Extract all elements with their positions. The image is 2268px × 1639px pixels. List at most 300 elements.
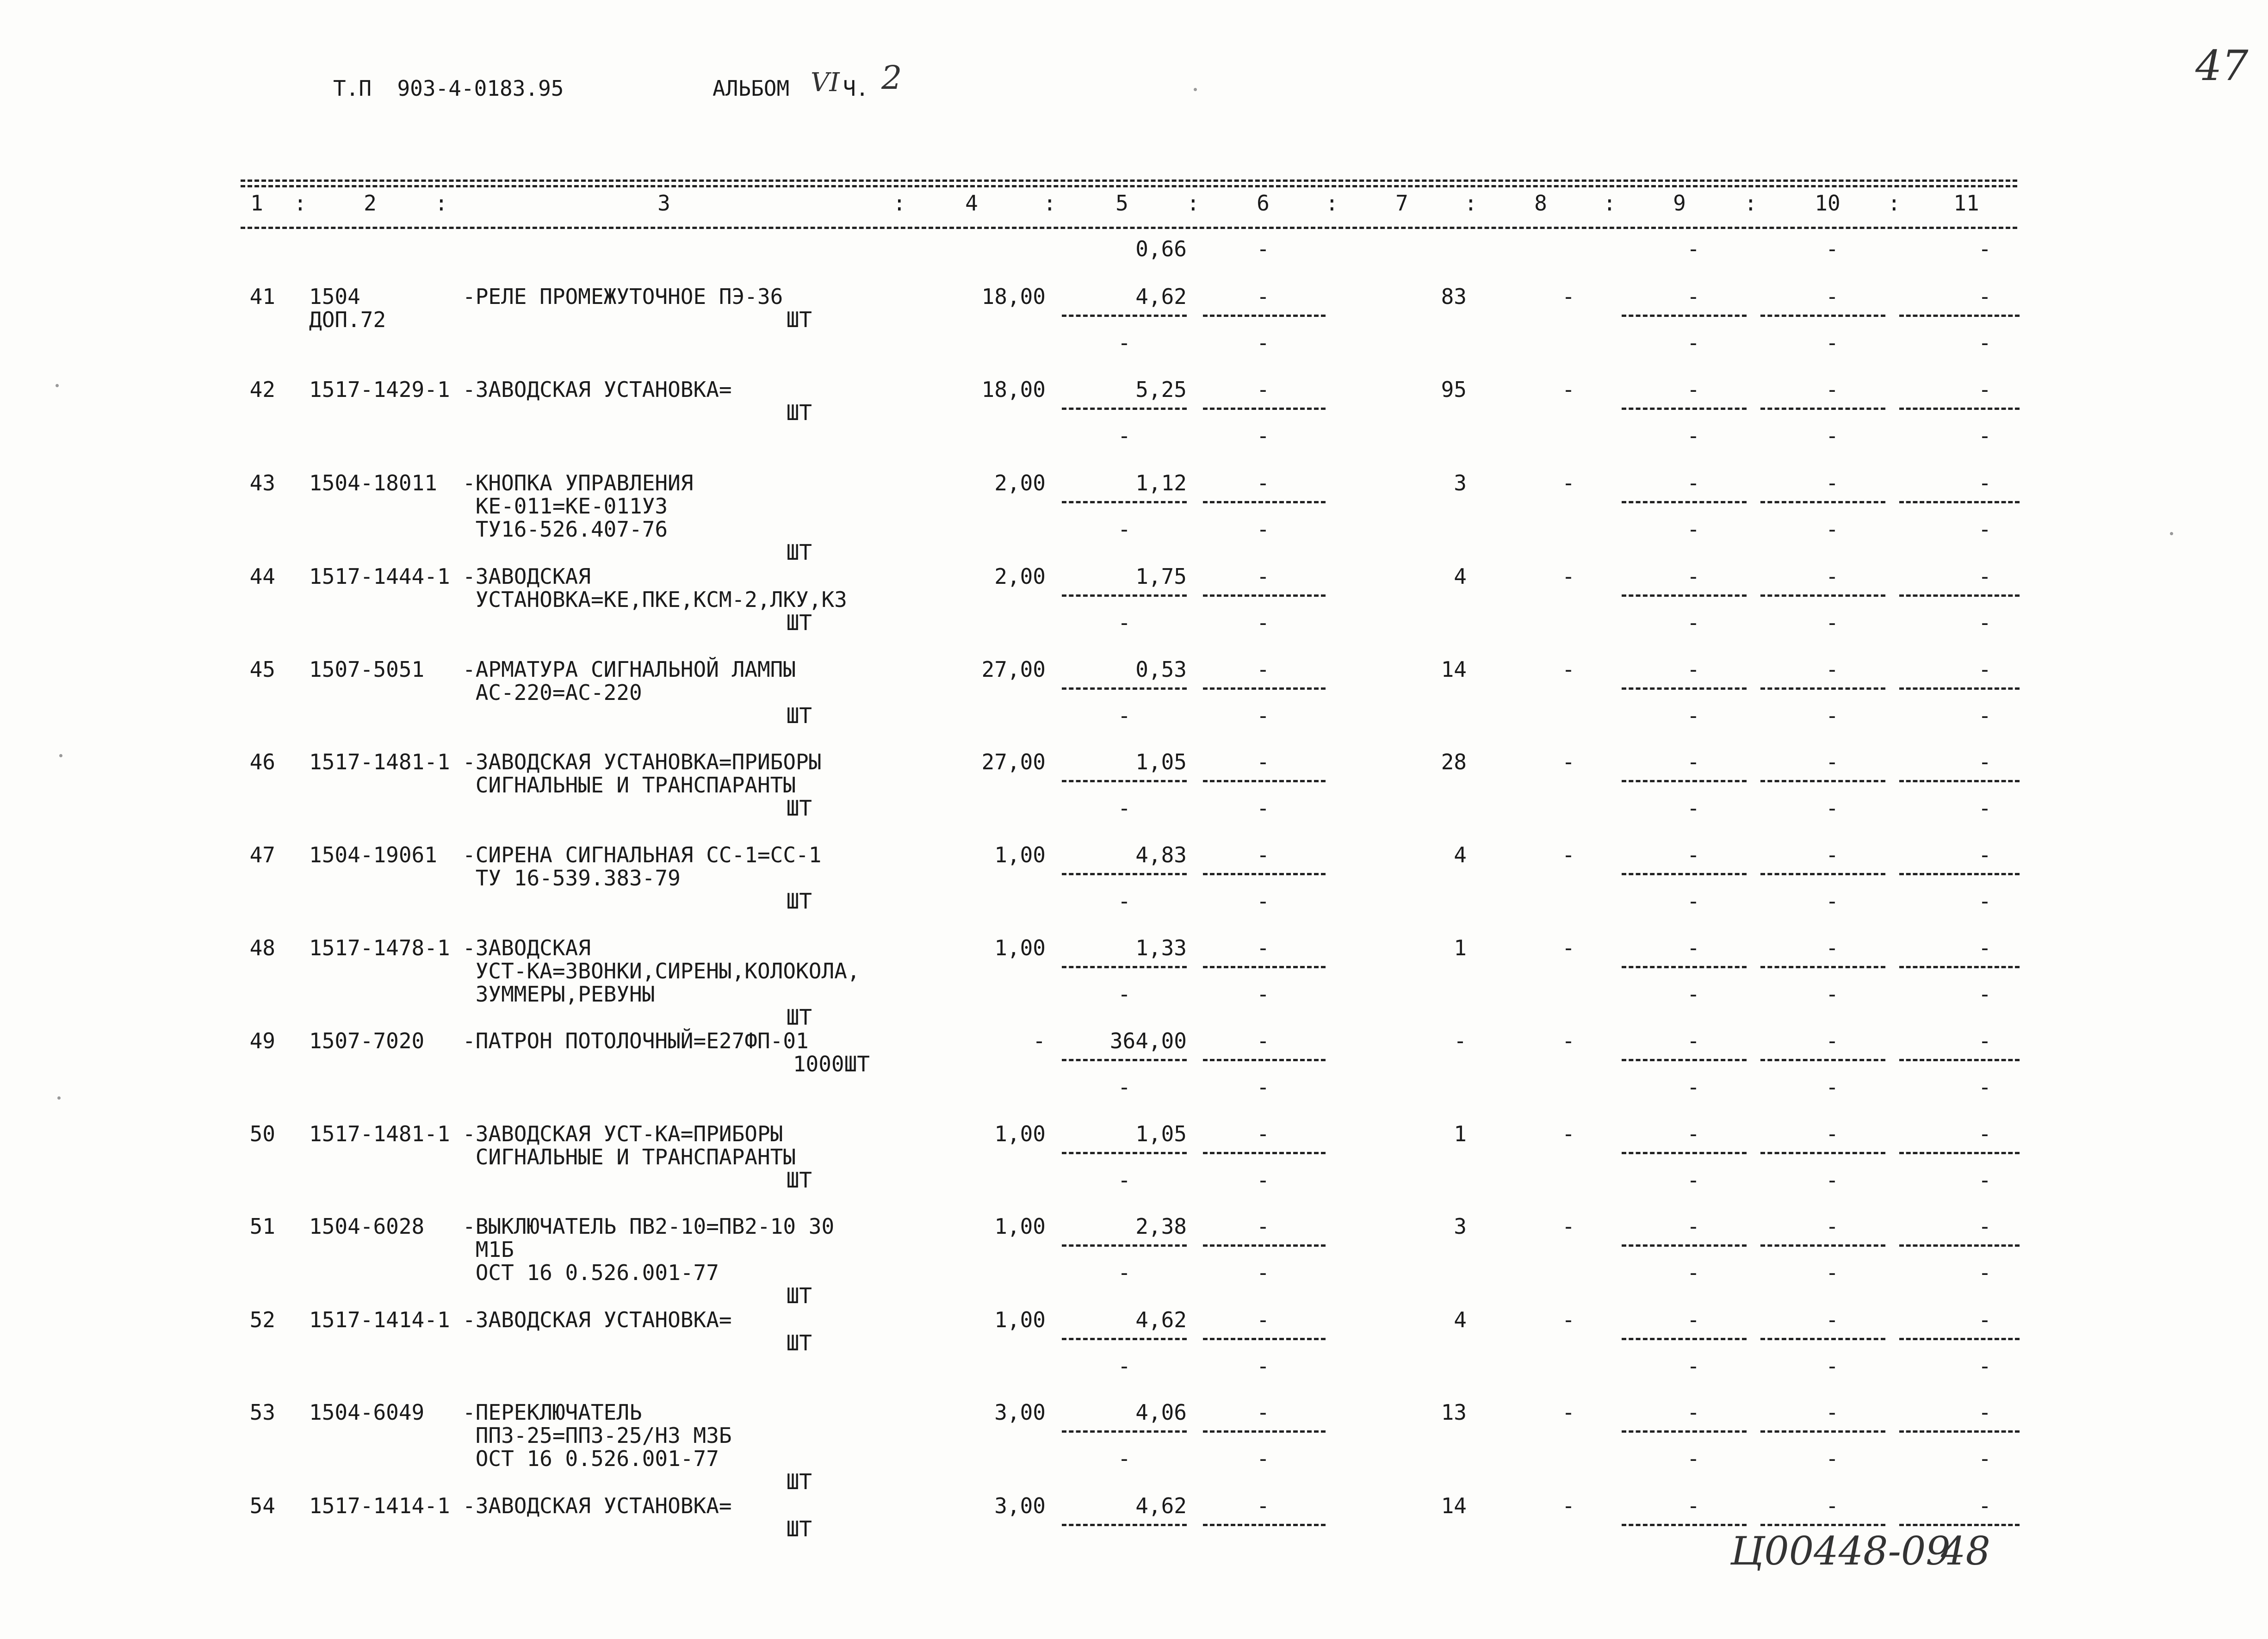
cell-sub-col5: - (1118, 889, 1131, 914)
subtotal-rule (1760, 501, 1885, 503)
item-code: 1504-19061 (309, 842, 437, 867)
subtotal-rule (1622, 687, 1747, 690)
cell-col6: - (1257, 236, 1270, 261)
cell-sub-col6: - (1257, 796, 1270, 821)
subtotal-rule (1062, 1338, 1187, 1340)
item-code: 1504-18011 (309, 470, 437, 495)
cell-sub-col9: - (1687, 1260, 1700, 1285)
column-separator: : (1326, 191, 1338, 216)
cell-sub-col11: - (1978, 796, 1991, 821)
subtotal-rule (1899, 594, 2020, 597)
cell-sub-col5: - (1118, 610, 1131, 635)
subtotal-rule (1760, 1338, 1885, 1340)
cell-sub-col6: - (1257, 1446, 1270, 1471)
subtotal-rule (1062, 780, 1187, 782)
cell-sub-col5: - (1118, 1075, 1131, 1100)
item-name: М1Б (463, 1237, 514, 1262)
cell-col9: - (1687, 1214, 1700, 1239)
cell-col9: - (1687, 564, 1700, 589)
cell-col10: - (1826, 1121, 1839, 1146)
subtotal-rule (1899, 501, 2020, 503)
cell-col9: - (1687, 236, 1700, 261)
subtotal-rule (1622, 1430, 1747, 1433)
subtotal-rule (1062, 315, 1187, 317)
cell-col10: - (1826, 1214, 1839, 1239)
subtotal-rule (1203, 1244, 1326, 1247)
cell-sub-col11: - (1978, 1446, 1991, 1471)
item-name: -ПЕРЕКЛЮЧАТЕЛЬ (463, 1400, 642, 1425)
cell-col7: 3 (1454, 470, 1467, 495)
row-number: 45 (249, 657, 275, 682)
cell-sub-col10: - (1826, 796, 1839, 821)
cell-col10: - (1826, 236, 1839, 261)
subtotal-rule (1899, 1430, 2020, 1433)
cell-quantity: 1,00 (994, 1214, 1046, 1239)
cell-sub-col6: - (1257, 982, 1270, 1007)
subtotal-rule (1760, 780, 1885, 782)
subtotal-rule (1899, 408, 2020, 410)
column-header-3: 3 (657, 191, 670, 216)
cell-sub-col9: - (1687, 889, 1700, 914)
item-unit: ШТ (786, 1005, 812, 1030)
cell-price: 1,05 (1135, 1121, 1187, 1146)
subtotal-rule (1062, 1059, 1187, 1061)
subtotal-rule (1899, 780, 2020, 782)
subtotal-rule (1622, 501, 1747, 503)
header-rule-top (241, 179, 2017, 182)
subtotal-rule (1062, 1244, 1187, 1247)
subtotal-rule (1899, 1152, 2020, 1154)
column-header-9: 9 (1673, 191, 1686, 216)
subtotal-rule (1622, 1338, 1747, 1340)
item-name: -РЕЛЕ ПРОМЕЖУТОЧНОЕ ПЭ-36 (463, 284, 783, 309)
cell-col11: - (1978, 842, 1991, 867)
cell-col10: - (1826, 657, 1839, 682)
column-header-2: 2 (364, 191, 377, 216)
cell-col6: - (1257, 749, 1270, 774)
cell-sub-col6: - (1257, 1168, 1270, 1193)
subtotal-rule (1899, 687, 2020, 690)
column-separator: : (1043, 191, 1056, 216)
cell-sub-col9: - (1687, 1075, 1700, 1100)
cell-col11: - (1978, 236, 1991, 261)
page-mark: 47 (2195, 42, 2249, 90)
row-number: 43 (249, 470, 275, 495)
cell-quantity: 1,00 (994, 842, 1046, 867)
cell-col9: - (1687, 1028, 1700, 1053)
subtotal-rule (1062, 1524, 1187, 1526)
cell-col11: - (1978, 749, 1991, 774)
cell-quantity: 2,00 (994, 564, 1046, 589)
subtotal-rule (1899, 1524, 2020, 1526)
cell-col10: - (1826, 1307, 1839, 1332)
cell-col8: - (1562, 284, 1575, 309)
cell-sub-col6: - (1257, 1260, 1270, 1285)
item-code: 1517-1481-1 (309, 749, 450, 774)
cell-col11: - (1978, 470, 1991, 495)
cell-col8: - (1562, 470, 1575, 495)
item-name: СИГНАЛЬНЫЕ И ТРАНСПАРАНТЫ (463, 773, 796, 798)
item-name: -СИРЕНА СИГНАЛЬНАЯ СС-1=СС-1 (463, 842, 822, 867)
row-number: 50 (249, 1121, 275, 1146)
column-separator: : (1603, 191, 1616, 216)
item-unit: 1000ШТ (793, 1051, 870, 1076)
subtotal-rule (1622, 1244, 1747, 1247)
cell-sub-col6: - (1257, 703, 1270, 728)
subtotal-rule (1899, 1244, 2020, 1247)
cell-sub-col9: - (1687, 610, 1700, 635)
cell-col6: - (1257, 470, 1270, 495)
cell-sub-col5: - (1118, 1446, 1131, 1471)
item-name: -ЗАВОДСКАЯ УСТАНОВКА=ПРИБОРЫ (463, 749, 822, 774)
cell-col8: - (1562, 1121, 1575, 1146)
cell-sub-col6: - (1257, 517, 1270, 542)
cell-sub-col11: - (1978, 610, 1991, 635)
header-rule-top-2 (241, 185, 2017, 187)
cell-sub-col11: - (1978, 1168, 1991, 1193)
cell-col11: - (1978, 1214, 1991, 1239)
item-unit: ШТ (786, 400, 812, 425)
cell-sub-col9: - (1687, 1446, 1700, 1471)
cell-price: 4,62 (1135, 1493, 1187, 1518)
column-separator: : (1187, 191, 1200, 216)
cell-col6: - (1257, 1028, 1270, 1053)
item-unit: ШТ (786, 307, 812, 332)
subtotal-rule (1062, 594, 1187, 597)
row-number: 54 (249, 1493, 275, 1518)
cell-price: 0,53 (1135, 657, 1187, 682)
item-name: -ЗАВОДСКАЯ УСТАНОВКА= (463, 1493, 732, 1518)
column-header-8: 8 (1534, 191, 1547, 216)
cell-col10: - (1826, 1400, 1839, 1425)
cell-quantity: - (1033, 1028, 1046, 1053)
item-code: 1504-6028 (309, 1214, 425, 1239)
cell-col8: - (1562, 749, 1575, 774)
cell-col9: - (1687, 470, 1700, 495)
cell-sub-col5: - (1118, 330, 1131, 355)
cell-col10: - (1826, 564, 1839, 589)
cell-sub-col5: - (1118, 423, 1131, 448)
cell-col11: - (1978, 1400, 1991, 1425)
cell-quantity: 1,00 (994, 1307, 1046, 1332)
item-name: -ЗАВОДСКАЯ УСТАНОВКА= (463, 1307, 732, 1332)
cell-col6: - (1257, 842, 1270, 867)
subtotal-rule (1760, 873, 1885, 875)
row-number: 51 (249, 1214, 275, 1239)
cell-sub-col5: - (1118, 517, 1131, 542)
subtotal-rule (1760, 1524, 1885, 1526)
cell-col7: 13 (1441, 1400, 1467, 1425)
cell-sub-col9: - (1687, 982, 1700, 1007)
cell-quantity: 27,00 (981, 749, 1046, 774)
item-name: -АРМАТУРА СИГНАЛЬНОЙ ЛАМПЫ (463, 657, 796, 682)
cell-sub-col11: - (1978, 330, 1991, 355)
subtotal-rule (1203, 315, 1326, 317)
cell-sub-col10: - (1826, 330, 1839, 355)
cell-sub-col10: - (1826, 1446, 1839, 1471)
cell-price: 1,33 (1135, 935, 1187, 960)
subtotal-rule (1203, 408, 1326, 410)
subtotal-rule (1760, 315, 1885, 317)
subtotal-rule (1062, 1152, 1187, 1154)
cell-sub-col6: - (1257, 1354, 1270, 1379)
cell-sub-col5: - (1118, 1168, 1131, 1193)
cell-sub-col10: - (1826, 610, 1839, 635)
cell-col8: - (1562, 1307, 1575, 1332)
cell-price: 2,38 (1135, 1214, 1187, 1239)
cell-col6: - (1257, 564, 1270, 589)
subtotal-rule (1760, 1430, 1885, 1433)
item-name: -ЗАВОДСКАЯ УСТ-КА=ПРИБОРЫ (463, 1121, 783, 1146)
item-name: ТУ 16-539.383-79 (463, 866, 681, 891)
cell-sub-col11: - (1978, 517, 1991, 542)
cell-sub-col10: - (1826, 423, 1839, 448)
subtotal-rule (1760, 1059, 1885, 1061)
subtotal-rule (1899, 1059, 2020, 1061)
cell-col7: 28 (1441, 749, 1467, 774)
cell-col9: - (1687, 657, 1700, 682)
cell-col8: - (1562, 1028, 1575, 1053)
cell-col7: 14 (1441, 1493, 1467, 1518)
cell-sub-col9: - (1687, 703, 1700, 728)
cell-sub-col10: - (1826, 1168, 1839, 1193)
row-number: 47 (249, 842, 275, 867)
row-number: 53 (249, 1400, 275, 1425)
cell-quantity: 2,00 (994, 470, 1046, 495)
cell-sub-col9: - (1687, 423, 1700, 448)
column-separator: : (1464, 191, 1477, 216)
item-unit: ШТ (786, 1469, 812, 1494)
cell-col11: - (1978, 1307, 1991, 1332)
cell-col11: - (1978, 1121, 1991, 1146)
subtotal-rule (1622, 408, 1747, 410)
item-unit: ШТ (786, 703, 812, 728)
item-name: ПП3-25=ПП3-25/Н3 М3Б (463, 1423, 732, 1448)
cell-col10: - (1826, 470, 1839, 495)
cell-col11: - (1978, 935, 1991, 960)
subtotal-rule (1899, 966, 2020, 968)
column-header-1: 1 (250, 191, 263, 216)
item-name: -ВЫКЛЮЧАТЕЛЬ ПВ2-10=ПВ2-10 30 (463, 1214, 835, 1239)
subtotal-rule (1760, 408, 1885, 410)
item-name: УСТ-КА=ЗВОНКИ,СИРЕНЫ,КОЛОКОЛА, (463, 959, 860, 983)
subtotal-rule (1622, 966, 1747, 968)
cell-quantity: 1,00 (994, 1121, 1046, 1146)
cell-price: 364,00 (1109, 1028, 1187, 1053)
cell-col11: - (1978, 657, 1991, 682)
cell-col11: - (1978, 377, 1991, 402)
header-rule-bottom (241, 227, 2017, 229)
subtotal-rule (1203, 966, 1326, 968)
item-unit: ШТ (786, 540, 812, 565)
cell-col8: - (1562, 842, 1575, 867)
item-code: 1504-6049 (309, 1400, 425, 1425)
cell-col8: - (1562, 1493, 1575, 1518)
item-name: -ПАТРОН ПОТОЛОЧНЫЙ=Е27ФП-01 (463, 1028, 809, 1053)
cell-col10: - (1826, 842, 1839, 867)
cell-sub-col10: - (1826, 982, 1839, 1007)
cell-sub-col5: - (1118, 796, 1131, 821)
cell-sub-col6: - (1257, 423, 1270, 448)
item-name: СИГНАЛЬНЫЕ И ТРАНСПАРАНТЫ (463, 1144, 796, 1169)
cell-col7: 4 (1454, 564, 1467, 589)
subtotal-rule (1062, 408, 1187, 410)
cell-sub-col9: - (1687, 1168, 1700, 1193)
cell-sub-col6: - (1257, 1075, 1270, 1100)
cell-col7: 95 (1441, 377, 1467, 402)
part-label: Ч. (843, 76, 869, 101)
cell-sub-col10: - (1826, 1260, 1839, 1285)
subtotal-rule (1203, 1152, 1326, 1154)
item-code: 1517-1478-1 (309, 935, 450, 960)
cell-sub-col5: - (1118, 703, 1131, 728)
subtotal-rule (1203, 687, 1326, 690)
item-unit: ШТ (786, 1168, 812, 1193)
cell-quantity: 18,00 (981, 284, 1046, 309)
cell-col10: - (1826, 284, 1839, 309)
cell-sub-col11: - (1978, 982, 1991, 1007)
column-header-5: 5 (1115, 191, 1128, 216)
cell-sub-col11: - (1978, 423, 1991, 448)
cell-col6: - (1257, 377, 1270, 402)
subtotal-rule (1062, 501, 1187, 503)
item-code: 1517-1429-1 (309, 377, 450, 402)
item-name: КЕ-011=КЕ-011У3 (463, 494, 668, 519)
cell-col6: - (1257, 284, 1270, 309)
cell-sub-col10: - (1826, 517, 1839, 542)
cell-col6: - (1257, 1121, 1270, 1146)
footer-page-number: 48 (1941, 1528, 1990, 1574)
subtotal-rule (1899, 1338, 2020, 1340)
subtotal-rule (1622, 1524, 1747, 1526)
item-unit: ШТ (786, 1516, 812, 1541)
item-code: 1507-5051 (309, 657, 425, 682)
subtotal-rule (1899, 315, 2020, 317)
cell-col8: - (1562, 657, 1575, 682)
subtotal-rule (1760, 966, 1885, 968)
cell-col9: - (1687, 1121, 1700, 1146)
item-name: -ЗАВОДСКАЯ (463, 564, 591, 589)
column-separator: : (294, 191, 307, 216)
cell-price: 0,66 (1135, 236, 1187, 261)
cell-sub-col11: - (1978, 889, 1991, 914)
cell-quantity: 3,00 (994, 1400, 1046, 1425)
cell-col6: - (1257, 657, 1270, 682)
cell-sub-col10: - (1826, 1075, 1839, 1100)
subtotal-rule (1622, 315, 1747, 317)
cell-col11: - (1978, 1028, 1991, 1053)
subtotal-rule (1203, 1524, 1326, 1526)
cell-col6: - (1257, 1400, 1270, 1425)
subtotal-rule (1203, 501, 1326, 503)
cell-sub-col5: - (1118, 1260, 1131, 1285)
column-separator: : (435, 191, 448, 216)
cell-col9: - (1687, 1493, 1700, 1518)
cell-col8: - (1562, 564, 1575, 589)
cell-quantity: 1,00 (994, 935, 1046, 960)
cell-sub-col11: - (1978, 1260, 1991, 1285)
subtotal-rule (1203, 1338, 1326, 1340)
cell-col11: - (1978, 564, 1991, 589)
cell-price: 4,62 (1135, 1307, 1187, 1332)
subtotal-rule (1760, 1152, 1885, 1154)
cell-col9: - (1687, 377, 1700, 402)
scan-speck (56, 384, 59, 387)
cell-col7: 4 (1454, 842, 1467, 867)
item-unit: ШТ (786, 889, 812, 914)
cell-sub-col6: - (1257, 889, 1270, 914)
album-number: VI (811, 68, 840, 98)
cell-col7: 14 (1441, 657, 1467, 682)
cell-sub-col10: - (1826, 889, 1839, 914)
cell-sub-col11: - (1978, 1075, 1991, 1100)
item-code: ДОП.72 (309, 307, 386, 332)
subtotal-rule (1760, 594, 1885, 597)
cell-col9: - (1687, 842, 1700, 867)
column-header-7: 7 (1395, 191, 1408, 216)
cell-col11: - (1978, 1493, 1991, 1518)
cell-col7: - (1454, 1028, 1467, 1053)
item-name: ТУ16-526.407-76 (463, 517, 668, 542)
cell-col10: - (1826, 935, 1839, 960)
cell-col7: 83 (1441, 284, 1467, 309)
item-unit: ШТ (786, 1330, 812, 1355)
part-number: 2 (881, 59, 902, 97)
scan-speck (1194, 88, 1197, 91)
row-number: 49 (249, 1028, 275, 1053)
item-code: 1517-1444-1 (309, 564, 450, 589)
subtotal-rule (1203, 873, 1326, 875)
cell-col11: - (1978, 284, 1991, 309)
item-unit: ШТ (786, 796, 812, 821)
cell-col7: 1 (1454, 935, 1467, 960)
row-number: 48 (249, 935, 275, 960)
cell-price: 4,06 (1135, 1400, 1187, 1425)
item-name: ЗУММЕРЫ,РЕВУНЫ (463, 982, 655, 1007)
subtotal-rule (1062, 966, 1187, 968)
cell-price: 1,75 (1135, 564, 1187, 589)
cell-sub-col5: - (1118, 1354, 1131, 1379)
column-header-11: 11 (1953, 191, 1979, 216)
subtotal-rule (1622, 873, 1747, 875)
cell-price: 1,12 (1135, 470, 1187, 495)
item-name: УСТАНОВКА=КЕ,ПКЕ,КСМ-2,ЛКУ,КЗ (463, 587, 847, 612)
row-number: 52 (249, 1307, 275, 1332)
column-header-6: 6 (1257, 191, 1270, 216)
cell-price: 1,05 (1135, 749, 1187, 774)
doc-code: Т.П 903-4-0183.95 (333, 76, 564, 101)
item-unit: ШТ (786, 1283, 812, 1308)
cell-price: 4,83 (1135, 842, 1187, 867)
cell-col8: - (1562, 377, 1575, 402)
cell-sub-col9: - (1687, 1354, 1700, 1379)
column-header-10: 10 (1815, 191, 1840, 216)
item-code: 1517-1414-1 (309, 1493, 450, 1518)
row-number: 44 (249, 564, 275, 589)
cell-sub-col11: - (1978, 1354, 1991, 1379)
subtotal-rule (1203, 1430, 1326, 1433)
subtotal-rule (1062, 687, 1187, 690)
subtotal-rule (1760, 687, 1885, 690)
cell-col8: - (1562, 1400, 1575, 1425)
subtotal-rule (1203, 780, 1326, 782)
cell-col6: - (1257, 1493, 1270, 1518)
cell-col6: - (1257, 935, 1270, 960)
row-number: 42 (249, 377, 275, 402)
subtotal-rule (1622, 1059, 1747, 1061)
subtotal-rule (1899, 873, 2020, 875)
cell-sub-col10: - (1826, 1354, 1839, 1379)
